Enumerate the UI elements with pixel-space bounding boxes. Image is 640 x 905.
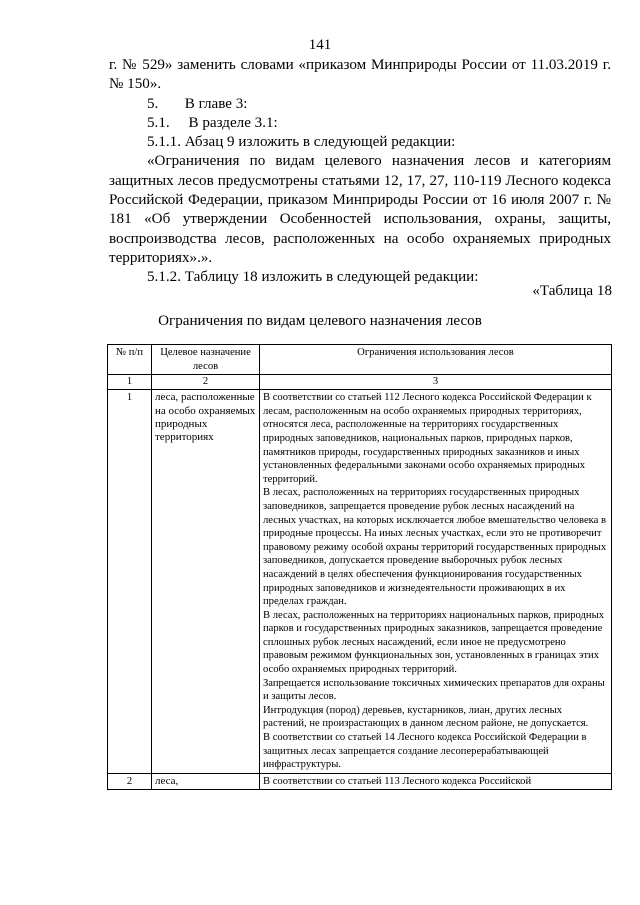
header-purpose: Целевое назначение лесов bbox=[152, 345, 260, 375]
restriction-paragraph: В лесах, расположенных на территориях национальных парков, природных парков и государственных природных заказников, запрещается проведение сплошных рубок лесных насаждений, если иное не предусмотрено правовым режимом функциональных зон, установленных в границах этих особо охраняемых природных территорий. bbox=[263, 609, 605, 676]
column-number-row bbox=[108, 375, 612, 390]
paragraph: 5.1. В разделе 3.1: bbox=[147, 114, 278, 131]
row-purpose: леса, расположенные на особо охраняемых природных территориях bbox=[152, 390, 260, 774]
table-header-row bbox=[108, 345, 612, 375]
paragraph: «Ограничения по видам целевого назначения лесов и категориям защитных лесов предусмотрены статьями 12, 17, 27, 110-119 Лесного кодекса Российской Федерации, приказом Минприроды России от 16 июля 2007 г. № 181 «Об утверждении Особенностей использования, охраны, защиты, воспроизводства лесов, расположенных на особо охраняемых природных территориях».». bbox=[109, 153, 611, 266]
header-restrictions: Ограничения использования лесов bbox=[260, 345, 612, 375]
row-restrictions bbox=[260, 390, 612, 774]
table-label: «Таблица 18 bbox=[532, 283, 612, 299]
column-number: 2 bbox=[152, 375, 260, 390]
paragraph: г. № 529» заменить словами «приказом Минприроды России от 11.03.2019 г. № 150». bbox=[109, 57, 611, 93]
restriction-paragraph: В соответствии со статьей 112 Лесного кодекса Российской Федерации к лесам, расположенным на особо охраняемых природных территориях, относятся леса, расположенные на территориях государственных природных заповедников, национальных парков, природных парков, памятников природы, государственных природных заказников и иных установленных федеральными законами особо охраняемых природных территорий. bbox=[263, 392, 592, 485]
table-title: Ограничения по видам целевого назначения лесов bbox=[158, 313, 482, 329]
header-num: № п/п bbox=[108, 345, 152, 375]
table-row bbox=[108, 773, 612, 790]
column-number: 3 bbox=[260, 375, 612, 390]
restriction-paragraph: В соответствии со статьей 113 Лесного кодекса Российской bbox=[263, 775, 532, 787]
paragraph: 5.1.2. Таблицу 18 изложить в следующей редакции: bbox=[147, 269, 479, 286]
restriction-paragraph: В соответствии со статьей 14 Лесного кодекса Российской Федерации в защитных лесах запрещается создание лесоперерабатывающей инфраструктуры. bbox=[263, 732, 587, 771]
column-number: 1 bbox=[108, 375, 152, 390]
row-restrictions bbox=[260, 773, 612, 790]
table-row bbox=[108, 390, 612, 774]
restriction-paragraph: Запрещается использование токсичных химических препаратов для охраны и защиты лесов. bbox=[263, 677, 605, 703]
row-num: 2 bbox=[108, 773, 152, 790]
row-purpose: леса, bbox=[152, 773, 260, 790]
restrictions-table bbox=[107, 344, 612, 790]
paragraph: 5. В главе 3: bbox=[147, 95, 248, 112]
restriction-paragraph: В лесах, расположенных на территориях государственных природных заповедников, запрещается проведение рубок лесных насаждений на лесных участках, на которых исключается любое вмешательство человека в природные процессы. На иных лесных участках, если это не противоречит правовому режиму особой охраны территорий государственных природных заповедников, допускается проведение выборочных рубок лесных насаждений в целях обеспечения функционирования государственных природных заповедников и жизнедеятельности проживающих в их пределах граждан. bbox=[263, 487, 607, 608]
paragraph: 5.1.1. Абзац 9 изложить в следующей редакции: bbox=[147, 134, 456, 151]
page-number: 141 bbox=[308, 37, 332, 53]
restriction-paragraph: Интродукция (пород) деревьев, кустарников, лиан, других лесных растений, не произрастающих в данном лесном районе, не допускается. bbox=[263, 704, 589, 730]
body-text bbox=[109, 56, 611, 288]
row-num: 1 bbox=[108, 390, 152, 774]
